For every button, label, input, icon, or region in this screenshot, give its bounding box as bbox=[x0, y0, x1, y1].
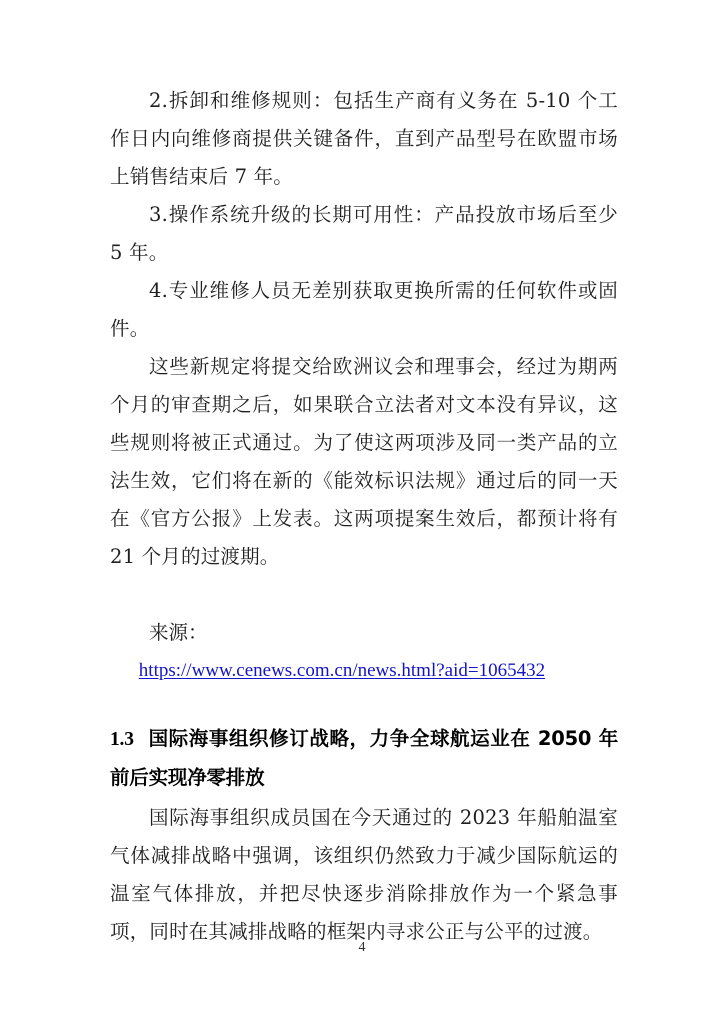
source-block bbox=[110, 614, 618, 690]
page-content bbox=[110, 82, 618, 951]
source-label: 来源： bbox=[149, 621, 208, 644]
list-item-3: 3.操作系统升级的长期可用性：产品投放市场后至少 5 年。 bbox=[110, 203, 618, 264]
source-url-link[interactable]: https://www.cenews.com.cn/news.html?aid=1065432 bbox=[138, 660, 546, 681]
closing-paragraph: 这些新规定将提交给欧洲议会和理事会，经过为期两个月的审查期之后，如果联合立法者对文本没有异议，这些规则将被正式通过。为了使这两项涉及同一类产品的立法生效，它们将在新的《能效标识法规》通过后的同一天在《官方公报》上发表。这两项提案生效后，都预计将有 21 个月的过渡期。 bbox=[110, 355, 618, 568]
page-number: 4 bbox=[358, 940, 366, 955]
source-url-line bbox=[110, 652, 618, 690]
section-number: 1.3 bbox=[110, 729, 134, 750]
section-heading bbox=[110, 720, 618, 797]
section-paragraph: 国际海事组织成员国在今天通过的 2023 年船舶温室气体减排战略中强调，该组织仍然致力于减少国际航运的温室气体排放，并把尽快逐步消除排放作为一个紧急事项，同时在其减排战略的框架内寻求公正与公平的过渡。 bbox=[110, 806, 618, 943]
list-item-2: 2.拆卸和维修规则：包括生产商有义务在 5-10 个工作日内向维修商提供关键备件，直到产品型号在欧盟市场上销售结束后 7 年。 bbox=[110, 89, 618, 188]
list-item-4: 4.专业维修人员无差别获取更换所需的任何软件或固件。 bbox=[110, 279, 618, 340]
section-title: 国际海事组织修订战略，力争全球航运业在 2050 年前后实现净零排放 bbox=[110, 727, 618, 789]
